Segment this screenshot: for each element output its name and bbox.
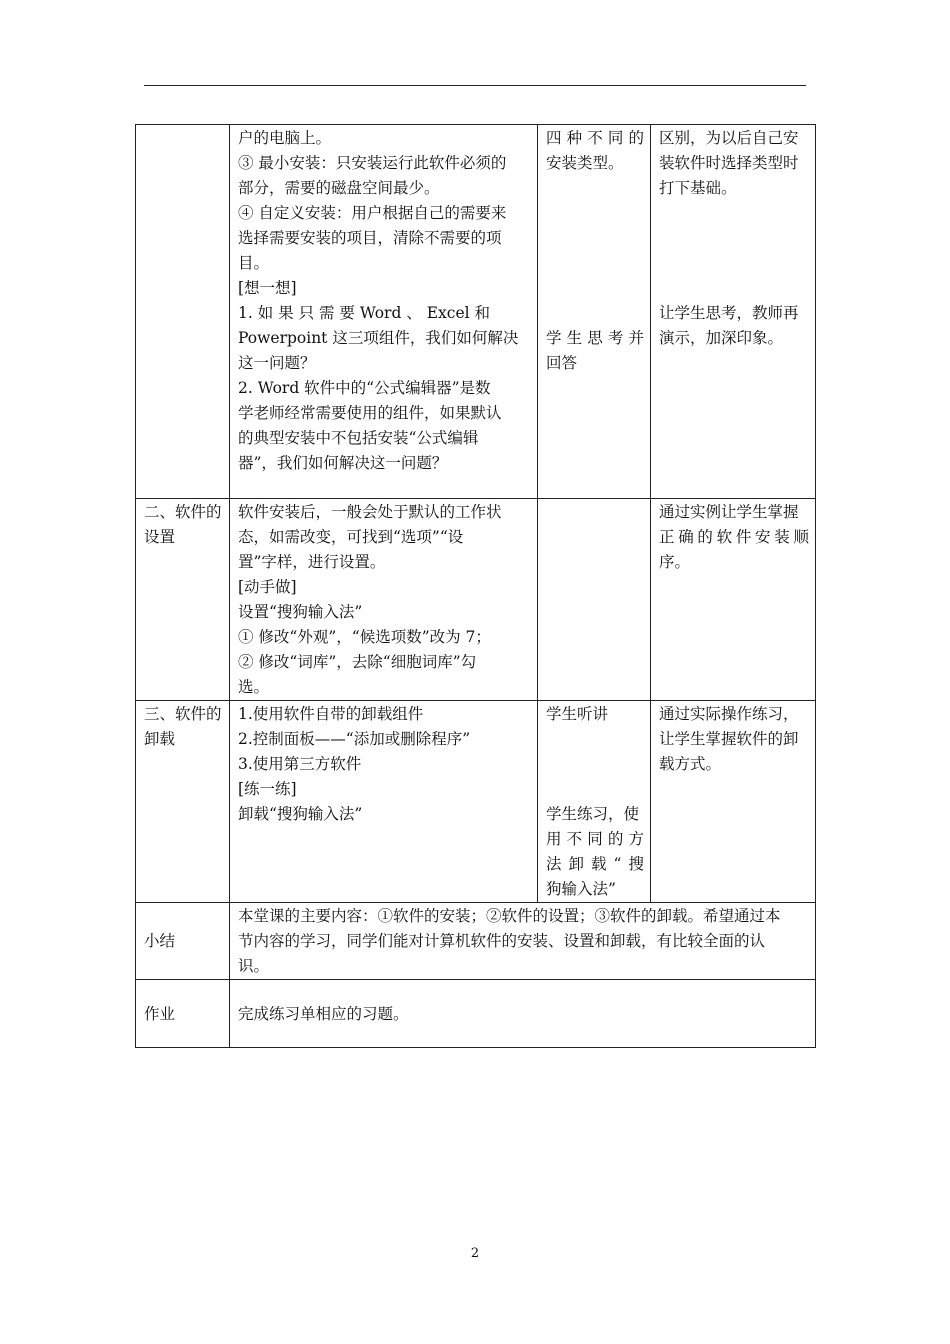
text-line: [练一练] (238, 780, 297, 798)
text-line: 完成练习单相应的习题。 (238, 1004, 409, 1023)
text-line: 让学生掌握软件的卸 (659, 730, 799, 748)
text-line: 学生练习，使 (546, 805, 640, 823)
text-line: 载方式。 (659, 755, 722, 773)
section-cell (136, 903, 230, 980)
text-line: 四种不同的 (546, 129, 644, 147)
text-line: 序。 (659, 553, 691, 571)
text-line: 回答 (546, 354, 578, 372)
text-line: 学生听讲 (546, 705, 609, 723)
text-line: Powerpoint 这三项组件，我们如何解决 (238, 329, 519, 347)
section-title: 三、软件的 (144, 705, 222, 723)
student-activity-cell (538, 701, 651, 903)
section-title: 小结 (144, 932, 176, 950)
text-line: 2.控制面板——“添加或删除程序” (238, 730, 471, 748)
text-line: 器”，我们如何解决这一问题？ (238, 454, 448, 472)
text-line: 部分，需要的磁盘空间最少。 (238, 179, 440, 197)
text-line: 户的电脑上。 (238, 129, 332, 147)
section-cell (136, 499, 230, 701)
text-line: 识。 (238, 957, 270, 975)
section-title: 二、软件的 (144, 503, 222, 521)
text-line: 态，如需改变，可找到“选项”“设 (238, 528, 464, 546)
section-title: 作业 (144, 1004, 176, 1023)
section-title: 卸载 (144, 730, 176, 748)
text-line: 的典型安装中不包括安装“公式编辑 (238, 429, 479, 447)
text-line: 安装类型。 (546, 154, 624, 172)
text-line: [想一想] (238, 279, 297, 297)
section-cell (136, 125, 230, 499)
text-line: 学生思考并 (546, 329, 644, 347)
content-cell (230, 701, 538, 903)
text-line: 本堂课的主要内容：①软件的安装；②软件的设置；③软件的卸载。希望通过本 (238, 907, 781, 925)
table-row (136, 701, 816, 903)
text-line: 区别，为以后自己安 (659, 129, 799, 147)
text-line: 通过实例让学生掌握 (659, 503, 799, 521)
text-line: 狗输入法” (546, 880, 616, 898)
text-line: 1.使用软件自带的卸载组件 (238, 705, 424, 723)
text-line: 正确的软件安装顺 (659, 528, 809, 546)
design-intent-cell (651, 701, 816, 903)
content-cell (230, 499, 538, 701)
text-line: 软件安装后，一般会处于默认的工作状 (238, 503, 502, 521)
page-number: 2 (470, 1246, 480, 1261)
lesson-plan-table (135, 124, 816, 1048)
text-line: 这一问题？ (238, 354, 316, 372)
text-line: ③ 最小安装：只安装运行此软件必须的 (238, 154, 507, 172)
text-line: 选择需要安装的项目，清除不需要的项 (238, 229, 502, 247)
design-intent-cell (651, 125, 816, 499)
text-line: 设置“搜狗输入法” (238, 603, 363, 621)
student-activity-cell (538, 499, 651, 701)
text-line: 目。 (238, 254, 270, 272)
section-cell (136, 701, 230, 903)
text-line: 让学生思考，教师再 (659, 304, 799, 322)
summary-content-cell (230, 903, 816, 980)
text-line: 演示，加深印象。 (659, 329, 784, 347)
section-cell (136, 980, 230, 1048)
homework-content-cell (230, 980, 816, 1048)
text-line: 通过实际操作练习， (659, 705, 799, 723)
table-row (136, 903, 816, 980)
text-line: 法卸载“搜 (546, 855, 644, 873)
table-row (136, 980, 816, 1048)
text-line: 节内容的学习，同学们能对计算机软件的安装、设置和卸载，有比较全面的认 (238, 932, 766, 950)
text-line: ② 修改“词库”，去除“细胞词库”勾 (238, 653, 477, 671)
text-line: 打下基础。 (659, 179, 737, 197)
text-line: 用不同的方 (546, 830, 644, 848)
content-cell (230, 125, 538, 499)
text-line: 学老师经常需要使用的组件，如果默认 (238, 404, 502, 422)
text-line: 3.使用第三方软件 (238, 755, 362, 773)
text-line: 1. 如 果 只 需 要 Word 、 Excel 和 (238, 304, 491, 322)
table-row (136, 499, 816, 701)
text-line: ④ 自定义安装：用户根据自己的需要来 (238, 204, 507, 222)
text-line: 卸载“搜狗输入法” (238, 805, 363, 823)
text-line: [动手做] (238, 578, 297, 596)
section-title: 设置 (144, 528, 176, 546)
text-line: 置”字样，进行设置。 (238, 553, 386, 571)
text-line: 装软件时选择类型时 (659, 154, 799, 172)
table-row (136, 125, 816, 499)
design-intent-cell (651, 499, 816, 701)
student-activity-cell (538, 125, 651, 499)
text-line: ① 修改“外观”，“候选项数”改为 7； (238, 628, 491, 646)
header-rule (144, 85, 806, 86)
text-line: 2. Word 软件中的“公式编辑器”是数 (238, 379, 491, 397)
text-line: 选。 (238, 678, 270, 696)
